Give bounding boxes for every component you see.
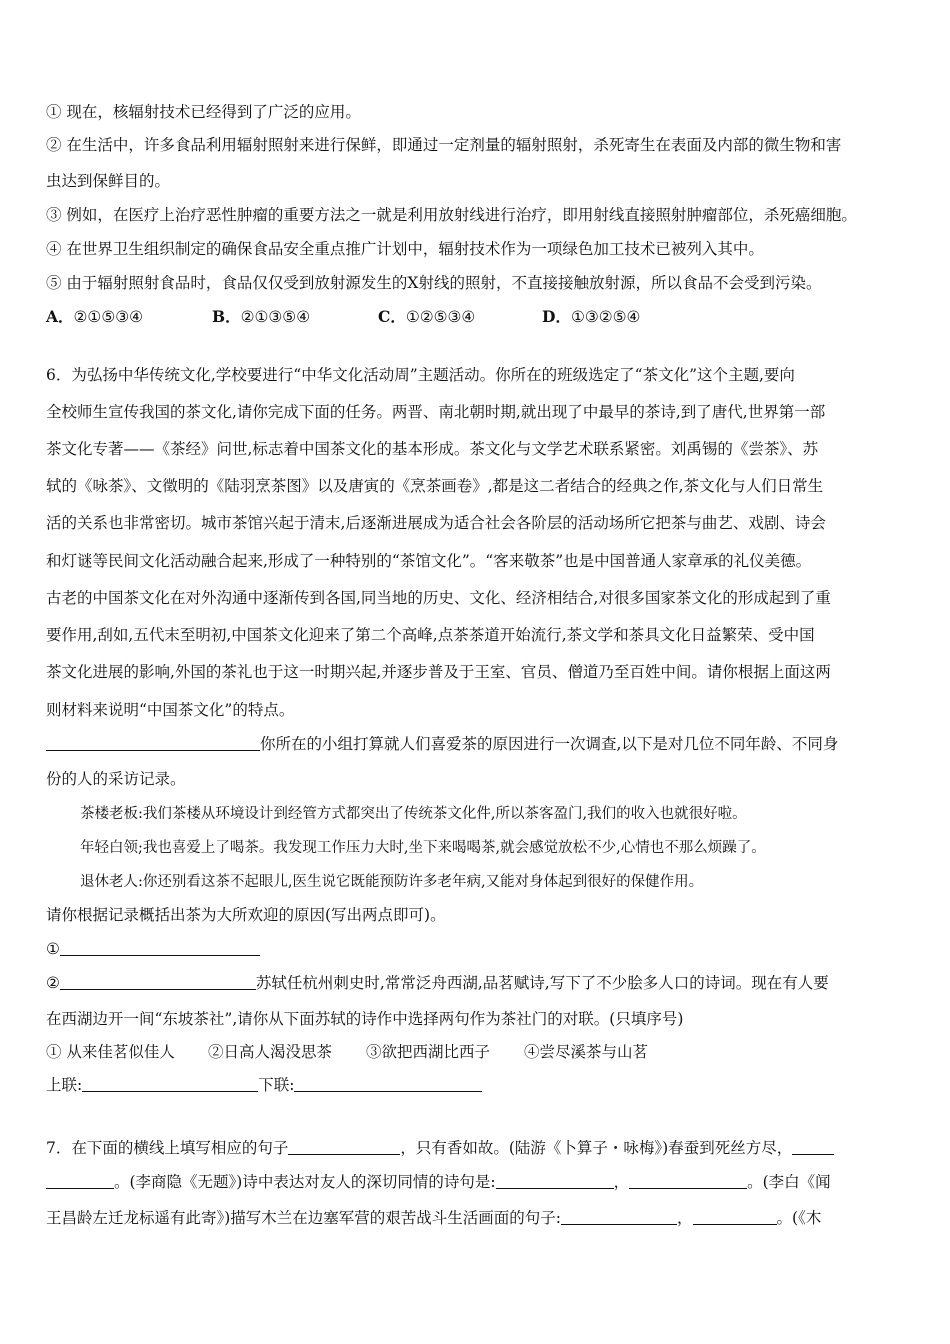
q6-task2: 你所在的小组打算就人们喜爱茶的原因进行一次调查,以下是对几位不同年龄、不同身 (46, 733, 910, 755)
upper-couplet-blank[interactable] (82, 1075, 258, 1092)
q7-line-3: 王昌龄左迁龙标遥有此寄》)描写木兰在边塞军营的艰苦战斗生活画面的句子: ， 。(《木 (46, 1209, 822, 1227)
q5-sentence-3: ③ 例如，在医疗上治疗恶性肿瘤的重要方法之一就是利用放射线进行治疗，即用射线直接照射肿瘤部位，杀死癌细胞。 (46, 206, 857, 224)
q6-para-2: 全校师生宣传我国的茶文化,请你完成下面的任务。两晋、南北朝时期,就出现了中最早的茶诗,到了唐代,世界第一部 (46, 403, 826, 421)
q5-sentence-2: ② 在生活中，许多食品利用辐射照射来进行保鲜，即通过一定剂量的辐射照射，杀死寄生在表面及内部的微生物和害 (46, 136, 842, 154)
q7-line-1: 7．在下面的横线上填写相应的句子 ，只有香如故。(陆游《卜算子・咏梅》)春蚕到死丝方尽， (46, 1137, 910, 1159)
q6-para-1: 6．为弘扬中华传统文化,学校要进行“中华文化活动周”主题活动。你所在的班级选定了“茶文化”这个主题,要向 (46, 366, 795, 384)
poem-2: ②日高人渴没思茶 (208, 1043, 333, 1061)
poem-4: ④尝尽溪茶与山茗 (524, 1043, 649, 1061)
q7-blank-3[interactable] (496, 1172, 614, 1189)
q7-line-2: 。(李商隐《无题》)诗中表达对友人的深切同情的诗句是: ， 。(李白《闻 (46, 1171, 910, 1193)
q5-sentence-1: ① 现在，核辐射技术已经得到了广泛的应用。 (46, 103, 361, 121)
q5-sentence-5: ⑤ 由于辐射照射食品时，食品仅仅受到放射源发生的X射线的照射，不直接接触放射源，所以食品不会受到污染。 (46, 274, 822, 292)
option-c[interactable]: C．①②⑤③④ (378, 307, 476, 326)
q6-para-10: 则材料来说明“中国茶文化”的特点。 (46, 701, 295, 719)
q6-para-6: 和灯谜等民间文化活动融合起来,形成了一种特别的“茶馆文化”。“客来敬茶”也是中国普通人家章承的礼仪美德。 (46, 552, 812, 570)
q6-para-7: 古老的中国茶文化在对外沟通中逐渐传到各国,同当地的历史、文化、经济相结合,对很多国家茶文化的形成起到了重 (46, 589, 831, 607)
interview-white-collar: 年轻白领;我也喜爱上了喝茶。我发现工作压力大时,坐下来喝喝茶,就会感觉放松不少,心情也不那么烦躁了。 (80, 840, 766, 856)
interview-owner: 茶楼老板:我们茶楼从环境设计到经管方式都突出了传统茶文化件,所以茶客盈门,我们的收入也就很好啦。 (80, 806, 747, 822)
q7-blank-4[interactable] (629, 1172, 747, 1189)
poem-choices (46, 1041, 910, 1063)
answer-blank-2[interactable] (60, 939, 260, 956)
q7-blank-6[interactable] (693, 1208, 777, 1225)
q6-para-4: 轼的《咏茶》、文徵明的《陆羽烹茶图》以及唐寅的《烹茶画卷》,都是这二者结合的经典之作,茶文化与人们日常生 (46, 477, 824, 495)
q6-para-9: 茶文化进展的影响,外国的茶礼也于这一时期兴起,并逐步普及于王室、官员、僧道乃至百姓中间。请你根据上面这两 (46, 663, 831, 681)
q6-para-5: 活的关系也非常密切。城市茶馆兴起于清末,后逐渐进展成为适合社会各阶层的活动场所它把茶与曲艺、戏剧、诗会 (46, 514, 826, 532)
poem-3: ③欲把西湖比西子 (366, 1043, 491, 1061)
q5-options (46, 306, 910, 328)
option-a[interactable]: A．②①⑤③④ (46, 307, 144, 326)
answer-line-1: ① (46, 938, 910, 960)
q6-para-8: 要作用,刮如,五代末至明初,中国茶文化迎来了第二个高峰,点茶茶道开始流行,茶文学和茶具文化日益繁荣、受中国 (46, 626, 815, 644)
option-b[interactable]: B．②①③⑤④ (212, 307, 311, 326)
q6-task2-cont: 份的人的采访记录。 (46, 770, 186, 788)
answer-blank-1[interactable] (46, 734, 260, 751)
q6-para-3: 茶文化专著——《茶经》问世,标志着中国茶文化的基本形成。茶文化与文学艺术联系紧密。刘禹锡的《尝茶》、苏 (46, 440, 819, 458)
answer-line-2: ② 苏轼任杭州刺史时,常常泛舟西湖,品茗赋诗,写下了不少脍多人口的诗词。现在有人要 (46, 974, 829, 992)
interview-retiree: 退休老人:你还别看这茶不起眼儿,医生说它既能预防许多老年病,又能对身体起到很好的保健作用。 (80, 874, 704, 890)
q7-blank-5[interactable] (561, 1208, 677, 1225)
q7-blank-2a[interactable] (792, 1138, 834, 1155)
answer-blank-3[interactable] (60, 973, 256, 990)
lower-couplet-blank[interactable] (294, 1075, 482, 1092)
q5-sentence-4: ④ 在世界卫生组织制定的确保食品安全重点推广计划中，辐射技术作为一项绿色加工技术已被列入其中。 (46, 240, 764, 258)
couplet-line: 上联: 下联: (46, 1074, 910, 1096)
poem-1: ① 从来佳茗似佳人 (46, 1043, 175, 1061)
q7-blank-2b[interactable] (46, 1172, 114, 1189)
q6-task3-cont: 在西湖边开一间“东坡茶社”,请你从下面苏轼的诗作中选择两句作为茶社门的对联。(只填序号) (46, 1010, 684, 1028)
q5-sentence-2-cont: 虫达到保鲜目的。 (46, 172, 171, 190)
q6-ask: 请你根据记录概括出茶为大所欢迎的原因(写出两点即可)。 (46, 906, 446, 924)
option-d[interactable]: D．①③②⑤④ (542, 307, 641, 326)
q7-blank-1[interactable] (288, 1138, 400, 1155)
